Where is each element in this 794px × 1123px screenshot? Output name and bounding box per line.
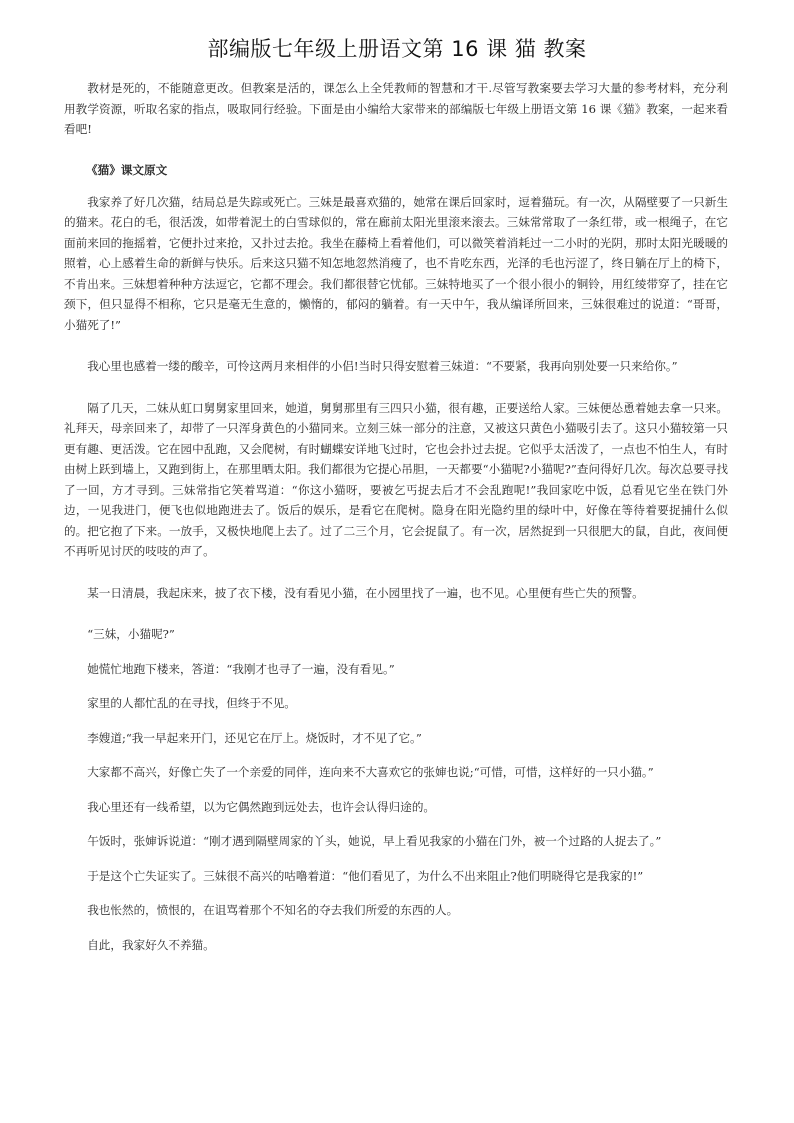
story-paragraph: 家里的人都忙乱的在寻找，但终于不见。 [87,696,296,710]
story-paragraph: 某一日清晨，我起床来，披了衣下楼，没有看见小猫，在小园里找了一遍，也不见。心里便有些亡失的预警。 [87,585,644,600]
story-paragraph: “三妹，小猫呢?” [87,627,175,641]
story-paragraph: 她慌忙地跑下楼来，答道：“我刚才也寻了一遍，没有看见。” [87,661,395,676]
story-paragraph: 我心里也感着一缕的酸辛，可怜这两月来相伴的小侣!当时只得安慰着三妹道：“不要紧，我再向别处要一只来给你。” [87,359,678,373]
story-paragraph: 我家养了好几次猫，结局总是失踪或死亡。三妹是最喜欢猫的，她常在课后回家时，逗着猫玩。有一次，从隔壁要了一只新生的猫来。花白的毛，很活泼，如带着泥土的白雪球似的，常在廊前太阳光里滚来滚去。三妹常常取了一条红带，或一根绳子，在它面前来回的拖摇着，它便扑过来抢，又扑过去抢。我坐在藤椅上看着他们，可以微笑着消耗过一二小时的光阴，那时太阳光暖暖的照着，心上感着生命的新鲜与快乐。后来这只猫不知怎地忽然消瘦了，也不肯吃东西，光泽的毛也污涩了，终日躺在厅上的椅下，不肯出来。三妹想着种种方法逗它，它都不理会。我们都很替它忧郁。三妹特地买了一个很小很小的铜铃，用红绫带穿了，挂在它颈下，但只显得不相称，它只是毫无生意的，懒惰的，郁闷的躺着。有一天中午，我从编译所回来，三妹很难过的说道：“哥哥，小猫死了!” [64,194,728,332]
story-paragraph: 自此，我家好久不养猫。 [87,937,215,952]
story-paragraph: 大家都不高兴，好像亡失了一个亲爱的同伴，连向来不大喜欢它的张婶也说;“可惜，可惜，这样好的一只小猫。” [87,765,654,779]
story-paragraph: 我心里还有一线希望，以为它偶然跑到远处去，也许会认得归途的。 [87,799,436,814]
story-paragraph: 我也怅然的，愤恨的，在诅骂着那个不知名的夺去我们所爱的东西的人。 [87,903,459,917]
story-paragraph: 隔了几天，二妹从虹口舅舅家里回来，她道，舅舅那里有三四只小猫，很有趣，正要送给人家。三妹便怂恿着她去拿一只来。礼拜天，母亲回来了，却带了一只浑身黄色的小猫同来。立刻三妹一部分的注意，又被这只黄色小猫吸引去了。这只小猫较第一只更有趣、更活泼。它在园中乱跑，又会爬树，有时蝴蝶安详地飞过时，它也会扑过去捉。它似乎太活泼了，一点也不怕生人，有时由树上跃到墙上，又跑到街上，在那里晒太阳。我们都很为它提心吊胆，一天都要“小猫呢?小猫呢?”查问得好几次。每次总要寻找了一回，方才寻到。三妹常指它笑着骂道：“你这小猫呀，要被乞丐捉去后才不会乱跑呢!”我回家吃中饭，总看见它坐在铁门外边，一见我进门，便飞也似地跑进去了。饭后的娱乐，是看它在爬树。隐身在阳光隐约里的绿叶中，好像在等待着要捉捕什么似的。把它抱了下来。一放手，又极快地爬上去了。过了二三个月，它会捉鼠了。有一次，居然捉到一只很肥大的鼠，自此，夜间便不再听见讨厌的吱吱的声了。 [64,400,728,558]
section-heading: 《猫》课文原文 [86,162,168,177]
story-paragraph: 于是这个亡失证实了。三妹很不高兴的咕噜着道：“他们看见了，为什么不出来阻止?他们明晓得它是我家的!” [87,868,644,883]
story-paragraph: 午饭时，张婶诉说道：“刚才遇到隔壁周家的丫头，她说，早上看见我家的小猫在门外，被一个过路的人捉去了。” [87,834,662,848]
page-title: 部编版七年级上册语文第 16 课 猫 教案 [207,37,587,61]
document-body [64,78,728,969]
intro-paragraph: 教材是死的，不能随意更改。但教案是活的，课怎么上全凭教师的智慧和才干.尽管写教案要去学习大量的参考材料，充分利用教学资源，听取名家的指点，吸取同行经验。下面是由小编给大家带来的部编版七年级上册语文第 16 课《猫》教案，一起来看看吧! [64,81,728,136]
story-paragraph: 李嫂道;“我一早起来开门，还见它在厅上。烧饭时，才不见了它。” [87,730,422,745]
